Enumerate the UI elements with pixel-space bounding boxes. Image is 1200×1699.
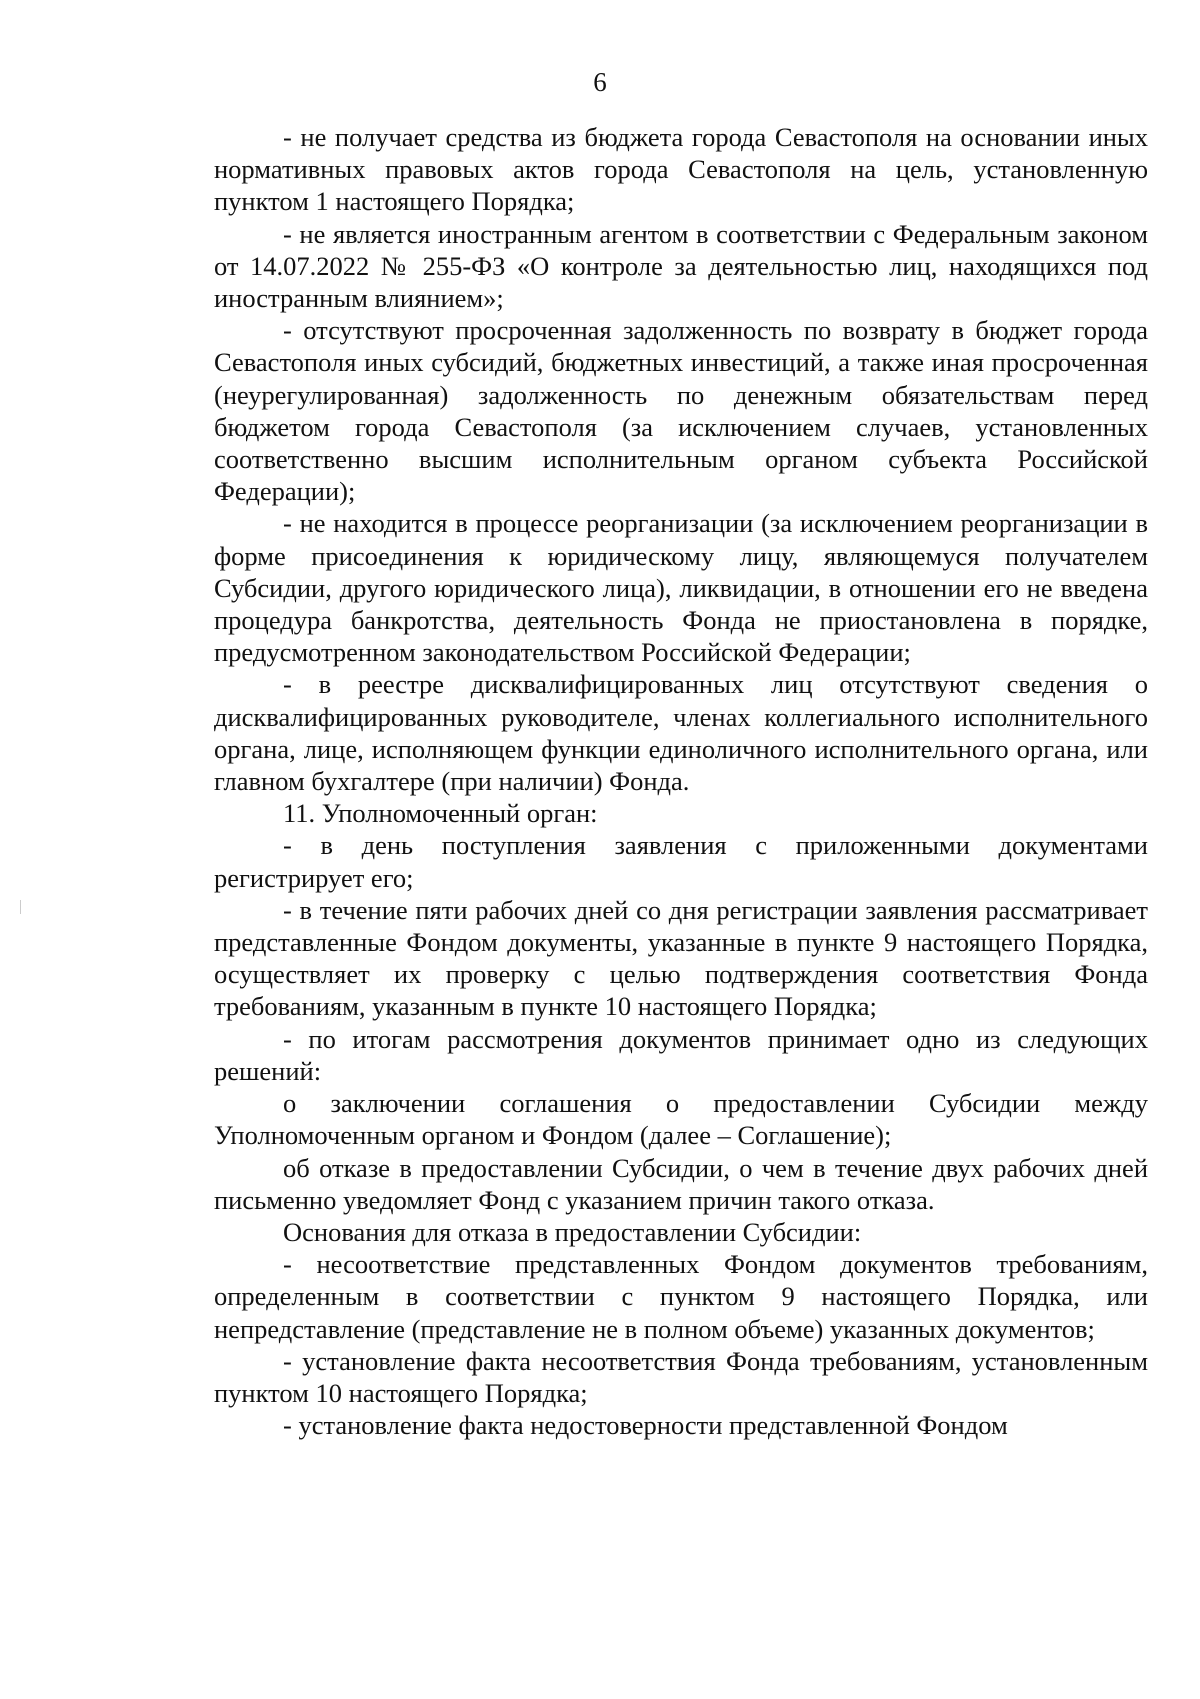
- paragraph-ground-requirements-mismatch: - установление факта несоответствия Фонда требованиям, установленным пунктом 10 настоящего Порядка;: [214, 1345, 1148, 1408]
- paragraph-no-overdue-debt: - отсутствуют просроченная задолженность по возврату в бюджет города Севастополя иных субсидий, бюджетных инвестиций, а также иная просроченная (неурегулированная) задолженность по денежным обязательствам перед бюджетом города Севастополя (за исключением случаев, установленных соответственно высшим исполнительным органом субъекта Российской Федерации);: [214, 315, 1148, 507]
- document-body: [214, 121, 1148, 1441]
- paragraph-section-11-heading: 11. Уполномоченный орган:: [283, 798, 598, 829]
- paragraph-disqualified-persons: - в реестре дисквалифицированных лиц отсутствуют сведения о дисквалифицированных руководителе, членах коллегиального исполнительного органа, лице, исполняющем функции единоличного исполнительного органа, или главном бухгалтере (при наличии) Фонда.: [214, 669, 1148, 797]
- paragraph-registration: - в день поступления заявления с приложенными документами регистрирует его;: [214, 830, 1148, 893]
- page-number: 6: [593, 67, 607, 97]
- paragraph-review-documents: - в течение пяти рабочих дней со дня регистрации заявления рассматривает представленные Фондом документы, указанные в пункте 9 настоящего Порядка, осуществляет их проверку с целью подтверждения соответствия Фонда требованиям, указанным в пункте 10 настоящего Порядка;: [214, 894, 1148, 1022]
- scan-margin-mark: [20, 900, 21, 914]
- paragraph-refusal-grounds-heading: Основания для отказа в предоставлении Субсидии:: [283, 1216, 862, 1247]
- paragraph-agreement-decision: о заключении соглашения о предоставлении Субсидии между Уполномоченным органом и Фондом (далее – Соглашение);: [214, 1088, 1148, 1151]
- paragraph-refusal-decision: об отказе в предоставлении Субсидии, о чем в течение двух рабочих дней письменно уведомляет Фонд с указанием причин такого отказа.: [214, 1152, 1148, 1215]
- paragraph-not-reorganized: - не находится в процессе реорганизации (за исключением реорганизации в форме присоединения к юридическому лицу, являющемуся получателем Субсидии, другого юридического лица), ликвидации, в отношении его не введена процедура банкротства, деятельность Фонда не приостановлена в порядке, предусмотренном законодательством Российской Федерации;: [214, 508, 1148, 668]
- paragraph-not-foreign-agent: - не является иностранным агентом в соответствии с Федеральным законом от 14.07.2022 № 255-ФЗ «О контроле за деятельностью лиц, находящихся под иностранным влиянием»;: [214, 218, 1148, 314]
- paragraph-not-receiving-funds: - не получает средства из бюджета города Севастополя на основании иных нормативных правовых актов города Севастополя на цель, установленную пунктом 1 настоящего Порядка;: [214, 122, 1148, 217]
- paragraph-ground-documents-mismatch: - несоответствие представленных Фондом документов требованиям, определенным в соответствии с пунктом 9 настоящего Порядка, или непредставление (представление не в полном объеме) указанных документов;: [214, 1249, 1148, 1344]
- paragraph-ground-unreliable-info: - установление факта недостоверности представленной Фондом: [283, 1410, 1008, 1441]
- paragraph-decision: - по итогам рассмотрения документов принимает одно из следующих решений:: [214, 1023, 1148, 1086]
